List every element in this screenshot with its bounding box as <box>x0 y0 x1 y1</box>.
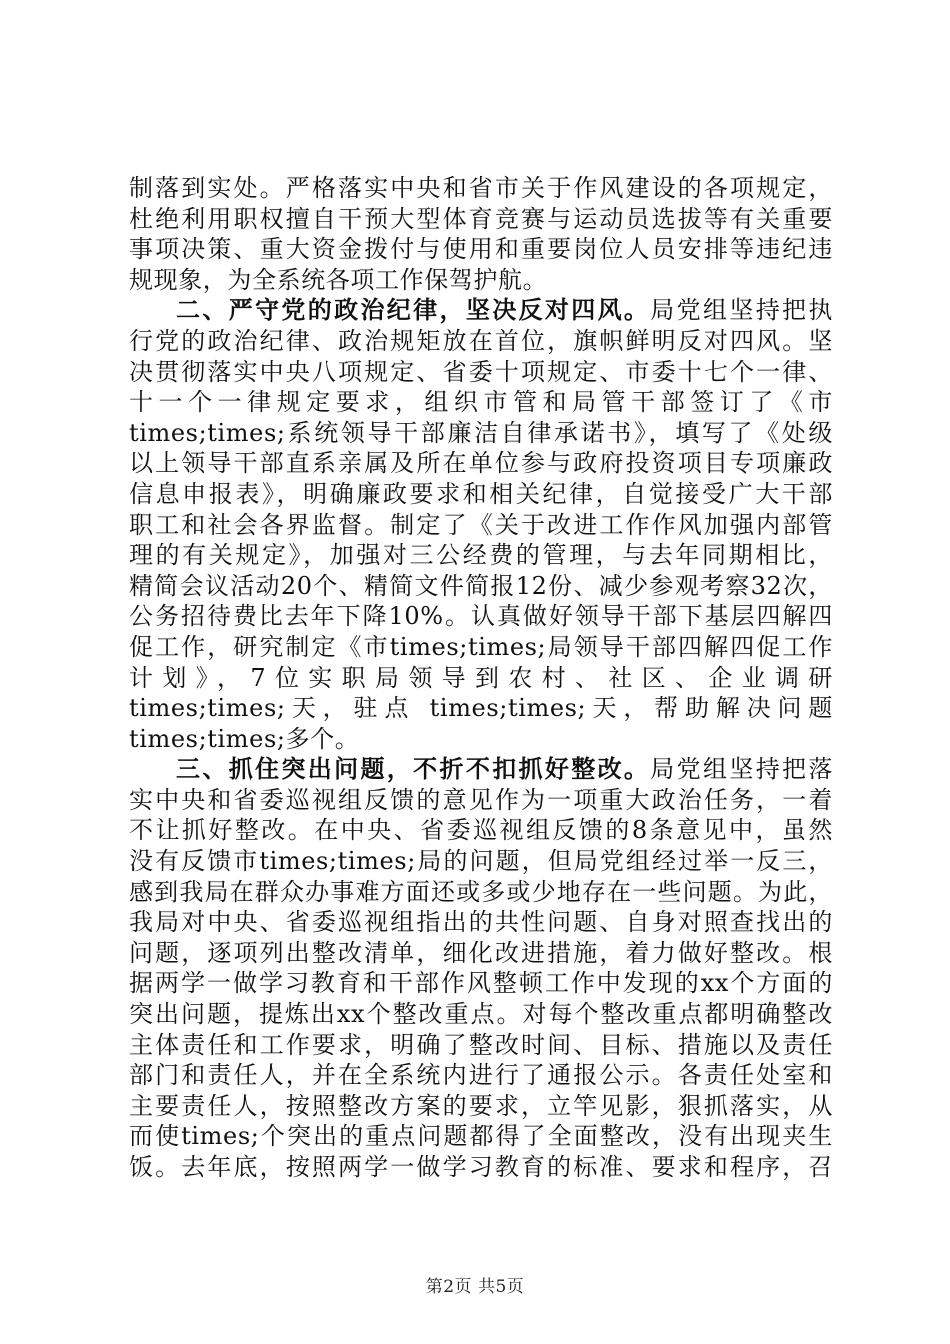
section-heading: 二、严守党的政治纪律，坚决反对四风。 <box>176 295 651 325</box>
text-line: 理的有关规定》，加强对三公经费的管理，与去年同期相比， <box>129 541 833 570</box>
text-line: 事项决策、重大资金拨付与使用和重要岗位人员安排等违纪违 <box>129 235 833 264</box>
text-line: times;times;多个。 <box>129 724 360 753</box>
text-line: 职工和社会各界监督。制定了《关于改进工作作风加强内部管 <box>129 510 833 539</box>
text-line: 感到我局在群众办事难方面还或多或少地存在一些问题。为此， <box>129 877 833 906</box>
text-line: 十一个一律规定要求，组织市管和局管干部签订了《市 <box>129 388 833 417</box>
text-line: 部门和责任人，并在全系统内进行了通报公示。各责任处室和 <box>129 1061 833 1090</box>
text-line: 以上领导干部直系亲属及所在单位参与政府投资项目专项廉政 <box>129 449 833 478</box>
text-line: 行党的政治纪律、政治规矩放在首位，旗帜鲜明反对四风。坚 <box>129 326 833 355</box>
text-line: 制落到实处。严格落实中央和省市关于作风建设的各项规定， <box>129 174 833 202</box>
text-line: 问题，逐项列出整改清单，细化改进措施，着力做好整改。根 <box>129 938 833 967</box>
text-line: 规现象，为全系统各项工作保驾护航。 <box>129 265 548 294</box>
text-line: times;times;系统领导干部廉洁自律承诺书》，填写了《处级 <box>129 418 833 447</box>
section-heading: 三、抓住突出问题，不折不扣抓好整改。 <box>176 754 651 784</box>
document-body <box>129 173 833 1183</box>
text-line: 我局对中央、省委巡视组指出的共性问题、自身对照查找出的 <box>129 908 833 937</box>
text-line: 主要责任人，按照整改方案的要求，立竿见影，狠抓落实，从 <box>129 1091 833 1120</box>
text-line: 实中央和省委巡视组反馈的意见作为一项重大政治任务，一着 <box>129 785 833 814</box>
text-line: 不让抓好整改。在中央、省委巡视组反馈的8条意见中，虽然 <box>129 816 833 845</box>
text-line: 突出问题，提炼出xx个整改重点。对每个整改重点都明确整改 <box>129 1000 833 1029</box>
text-line: 而使times;个突出的重点问题都得了全面整改，没有出现夹生 <box>129 1122 833 1151</box>
text-line: 信息申报表》，明确廉政要求和相关纪律，自觉接受广大干部 <box>129 479 833 508</box>
text-line <box>129 754 833 785</box>
text-line: 促工作，研究制定《市times;times;局领导干部四解四促工作 <box>129 632 833 661</box>
text-line: 决贯彻落实中央八项规定、省委十项规定、市委十七个一律、 <box>129 357 833 386</box>
text-line: 主体责任和工作要求，明确了整改时间、目标、措施以及责任 <box>129 1030 833 1059</box>
text-line: 据两学一做学习教育和干部作风整顿工作中发现的xx个方面的 <box>129 969 833 998</box>
text-line: 计划》，7位实职局领导到农村、社区、企业调研 <box>129 663 833 692</box>
page-number-footer: 第2页 共5页 <box>425 1277 525 1297</box>
paragraph-text: 局党组坚持把执 <box>650 296 833 325</box>
text-line: times;times;天，驻点 times;times;天，帮助解决问题 <box>129 694 833 723</box>
text-line: 饭。去年底，按照两学一做学习教育的标准、要求和程序，召 <box>129 1153 833 1181</box>
text-line: 公务招待费比去年下降10%。认真做好领导干部下基层四解四 <box>129 602 833 631</box>
text-line: 杜绝利用职权擅自干预大型体育竞赛与运动员选拔等有关重要 <box>129 204 833 233</box>
paragraph-text: 局党组坚持把落 <box>650 755 833 784</box>
text-line <box>129 295 833 326</box>
text-line: 没有反馈市times;times;局的问题，但局党组经过举一反三， <box>129 847 833 876</box>
text-line: 精简会议活动20个、精简文件简报12份、减少参观考察32次， <box>129 571 833 600</box>
